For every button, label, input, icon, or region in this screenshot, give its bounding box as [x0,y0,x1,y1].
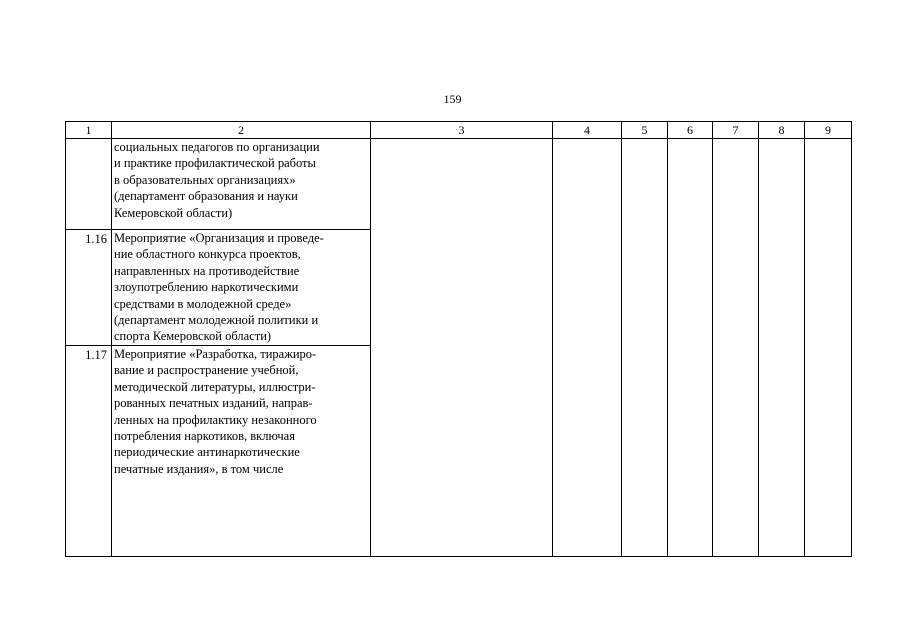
row-number-cell: 1.16 [66,230,112,346]
row-number-cell [66,139,112,230]
row-description-cell: социальных педагогов по организации и практике профилактической работы в образовательных организациях» (департамент образования и науки Кемеровской области) [112,139,371,230]
column-header: 3 [371,122,553,139]
row-description-cell: Мероприятие «Разработка, тиражиро- вание и распространение учебной, методической литературы, иллюстри- рованных печатных изданий, направ- ленных на профилактику незаконного потребления наркотиков, включая периодические антинаркотические печатные издания», в том числе [112,346,371,557]
row-description-cell: Мероприятие «Организация и проведе- ние областного конкурса проектов, направленных на противодействие злоупотреблению наркотическими средствами в молодежной среде» (департамент молодежной политики и спорта Кемеровской области) [112,230,371,346]
column-9-cell [805,139,852,557]
row-number-cell: 1.17 [66,346,112,557]
column-7-cell [713,139,759,557]
column-8-cell [759,139,805,557]
column-header: 8 [759,122,805,139]
column-6-cell [668,139,713,557]
column-4-cell [553,139,622,557]
column-5-cell [622,139,668,557]
table-row [66,139,852,230]
column-header: 5 [622,122,668,139]
column-header: 7 [713,122,759,139]
table-header-row [66,122,852,139]
column-3-cell [371,139,553,557]
column-header: 6 [668,122,713,139]
column-header: 9 [805,122,852,139]
page-number: 159 [443,92,462,106]
column-header: 4 [553,122,622,139]
document-table [65,121,852,557]
column-header: 2 [112,122,371,139]
column-header: 1 [66,122,112,139]
